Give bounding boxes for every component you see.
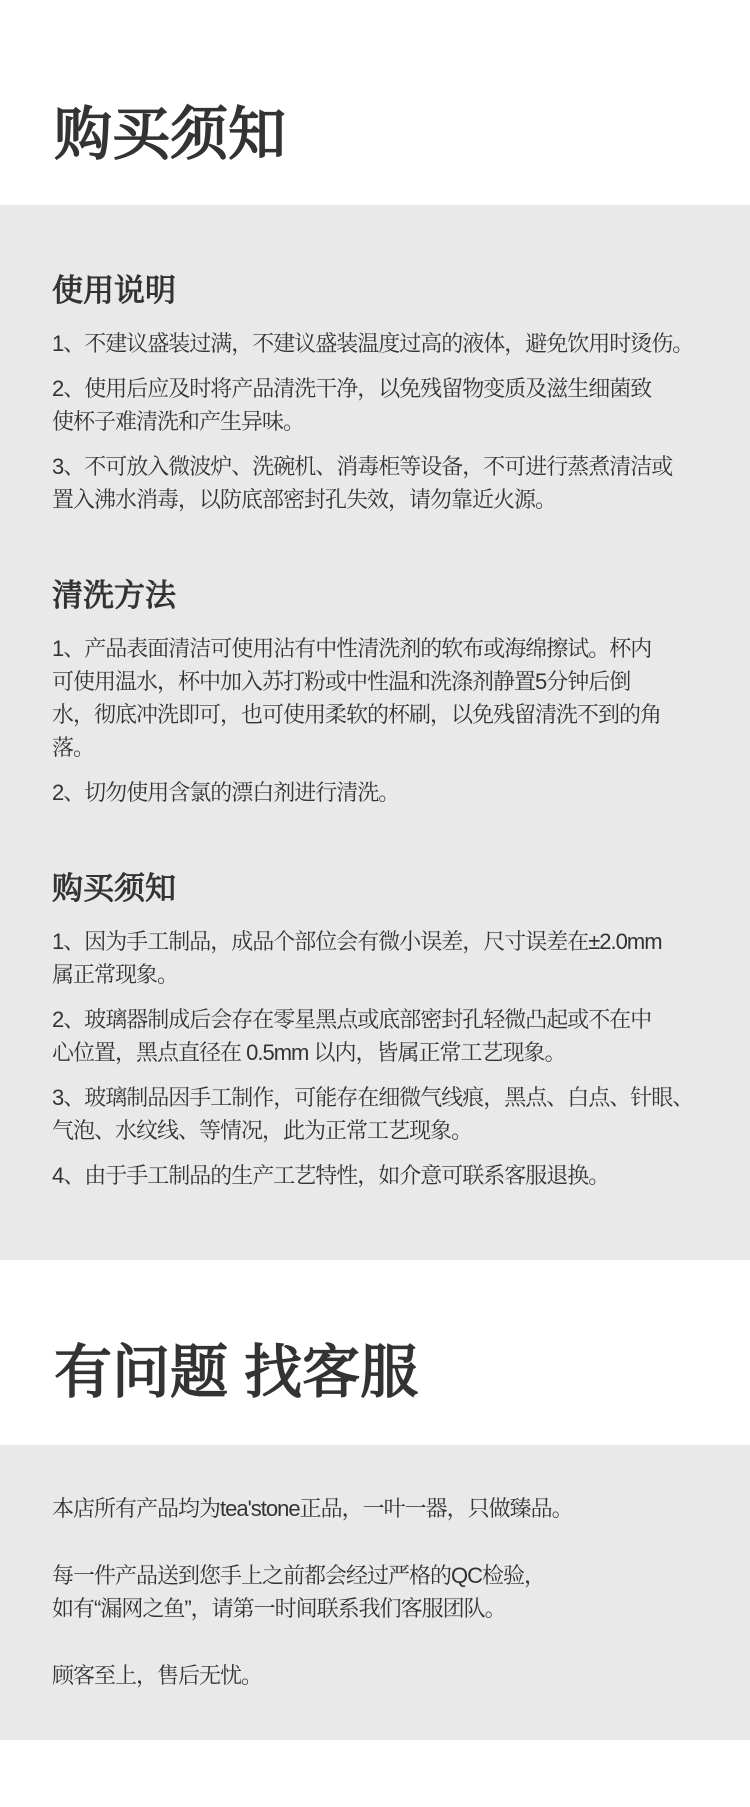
usage-paragraph-1: 1、不建议盛装过满，不建议盛装温度过高的液体，避免饮用时烫伤。: [52, 331, 694, 356]
page-title: 购买须知: [54, 102, 287, 167]
purchase-notes-section: [52, 867, 698, 1192]
service-paragraph-3: 顾客至上，售后无忧。: [52, 1663, 263, 1688]
service-banner: [0, 1260, 750, 1445]
notice-body: [0, 205, 750, 1260]
purchase-paragraph-3: 3、玻璃制品因手工制作，可能存在细微气线痕，黑点、白点、针眼、 气泡、水纹线、等情况，此为正常工艺现象。: [52, 1085, 694, 1143]
purchase-paragraph-2: 2、玻璃器制成后会存在零星黑点或底部密封孔轻微凸起或不在中 心位置，黑点直径在 0.5mm 以内，皆属正常工艺现象。: [52, 1007, 652, 1065]
intro-banner: [0, 0, 750, 205]
service-body: [0, 1445, 750, 1740]
cleaning-paragraph-1: 1、产品表面清洁可使用沾有中性清洗剂的软布或海绵擦试。杯内 可使用温水，杯中加入苏打粉或中性温和洗涤剂静置5分钟后倒 水，彻底冲洗即可，也可使用柔软的杯刷，以免残留清洗不到的角 落。: [52, 636, 662, 760]
cleaning-paragraph-2: 2、切勿使用含氯的漂白剂进行清洗。: [52, 780, 400, 805]
usage-paragraph-3: 3、不可放入微波炉、洗碗机、消毒柜等设备，不可进行蒸煮清洁或 置入沸水消毒，以防底部密封孔失效，请勿靠近火源。: [52, 454, 673, 512]
purchase-paragraph-1: 1、因为手工制品，成品个部位会有微小误差，尺寸误差在±2.0mm 属正常现象。: [52, 929, 662, 987]
cleaning-method-section: [52, 574, 698, 809]
service-title: 有问题 找客服: [54, 1340, 419, 1405]
footer-spacer: [0, 1740, 750, 1805]
service-paragraph-2: 每一件产品送到您手上之前都会经过严格的QC检验， 如有“漏网之鱼”，请第一时间联系我们客服团队。: [52, 1563, 546, 1621]
usage-instructions-section: [52, 269, 698, 516]
usage-paragraph-2: 2、使用后应及时将产品清洗干净，以免残留物变质及滋生细菌致 使杯子难清洗和产生异味。: [52, 376, 652, 434]
usage-instructions-heading: 使用说明: [52, 273, 176, 308]
purchase-paragraph-4: 4、由于手工制品的生产工艺特性，如介意可联系客服退换。: [52, 1163, 610, 1188]
service-paragraph-1: 本店所有产品均为tea'stone正品，一叶一器，只做臻品。: [52, 1496, 573, 1521]
cleaning-method-heading: 清洗方法: [52, 578, 176, 613]
purchase-notes-heading: 购买须知: [52, 871, 176, 906]
